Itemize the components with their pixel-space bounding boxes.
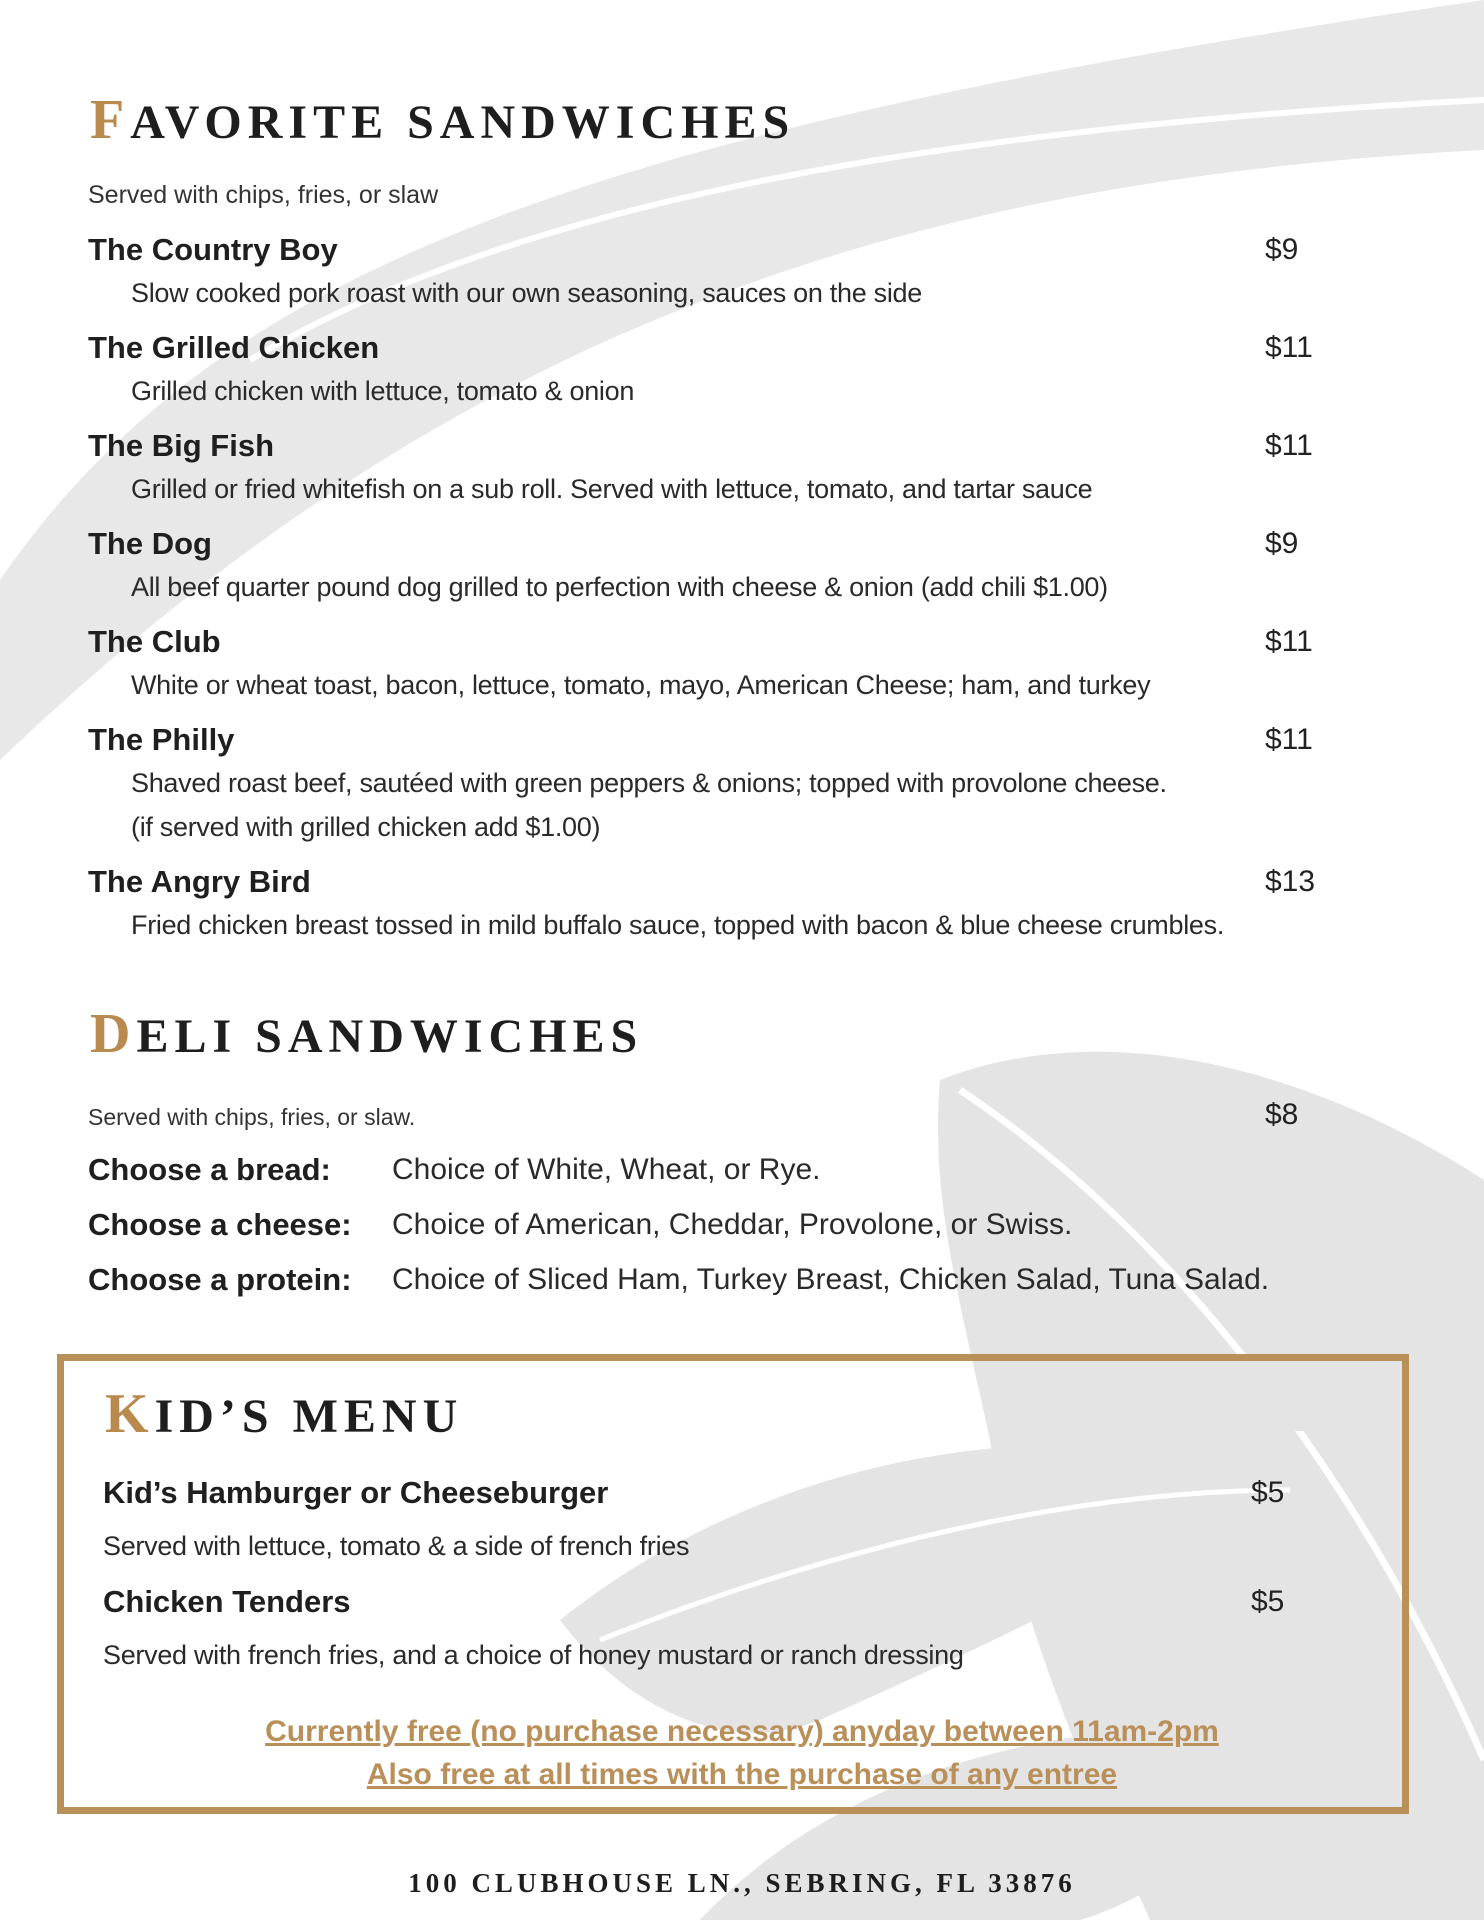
choice-value: Choice of Sliced Ham, Turkey Breast, Chicken Salad, Tuna Salad.	[392, 1263, 1270, 1296]
favorite-sandwiches-title	[90, 88, 795, 152]
menu-item-description: White or wheat toast, bacon, lettuce, tomato, mayo, American Cheese; ham, and turkey	[131, 670, 1151, 700]
menu-item-price: $9	[1265, 233, 1299, 266]
kids-promo-line-2: Also free at all times with the purchase of any entree	[366, 1758, 1118, 1791]
title-rest: AVORITE SANDWICHES	[130, 96, 796, 149]
title-initial: D	[90, 1003, 137, 1065]
menu-item-price: $11	[1265, 723, 1313, 756]
menu-item-name: Chicken Tenders	[103, 1584, 351, 1619]
menu-item-description: All beef quarter pound dog grilled to perfection with cheese & onion (add chili $1.00)	[131, 572, 1108, 602]
menu-item-price: $5	[1251, 1585, 1285, 1618]
menu-item-name: The Dog	[88, 526, 212, 561]
choice-label: Choose a protein:	[88, 1262, 352, 1297]
choice-label: Choose a cheese:	[88, 1207, 352, 1242]
menu-item-price: $13	[1265, 865, 1316, 898]
menu-item-name: The Philly	[88, 722, 235, 757]
menu-item-price: $11	[1265, 429, 1313, 462]
menu-item-price: $11	[1265, 625, 1313, 658]
choice-value: Choice of White, Wheat, or Rye.	[392, 1153, 821, 1186]
menu-item-name: The Club	[88, 624, 221, 659]
menu-item-price: $9	[1265, 527, 1299, 560]
menu-item-name: The Grilled Chicken	[88, 330, 380, 365]
menu-item-name: The Angry Bird	[88, 864, 311, 899]
menu-item-name: Kid’s Hamburger or Cheeseburger	[103, 1475, 609, 1510]
menu-item-price: $5	[1251, 1476, 1285, 1509]
choice-value: Choice of American, Cheddar, Provolone, or Swiss.	[392, 1208, 1073, 1241]
deli-price: $8	[1265, 1098, 1299, 1131]
deli-sides-note: Served with chips, fries, or slaw.	[88, 1104, 416, 1130]
menu-item-name: The Big Fish	[88, 428, 274, 463]
title-rest: ELI SANDWICHES	[136, 1010, 644, 1063]
title-initial: F	[90, 89, 131, 151]
kids-menu-title	[105, 1382, 463, 1446]
menu-item-name: The Country Boy	[88, 232, 338, 267]
deli-sandwiches-title	[90, 1002, 643, 1066]
menu-item-price: $11	[1265, 331, 1313, 364]
menu-item-description: Served with lettuce, tomato & a side of french fries	[103, 1531, 690, 1561]
kids-promo-line-1: Currently free (no purchase necessary) anyday between 11am-2pm	[265, 1715, 1219, 1748]
title-initial: K	[105, 1383, 155, 1445]
favorite-sides-note: Served with chips, fries, or slaw	[88, 181, 439, 209]
title-rest: ID’S MENU	[154, 1390, 464, 1443]
choice-label: Choose a bread:	[88, 1152, 331, 1187]
menu-item-description: Slow cooked pork roast with our own seasoning, sauces on the side	[131, 278, 922, 308]
menu-item-description: Grilled or fried whitefish on a sub roll. Served with lettuce, tomato, and tartar sauce	[131, 474, 1093, 504]
footer-address: 100 CLUBHOUSE LN., SEBRING, FL 33876	[408, 1868, 1076, 1898]
menu-item-description: Shaved roast beef, sautéed with green peppers & onions; topped with provolone cheese.	[131, 768, 1167, 798]
menu-item-description: Served with french fries, and a choice of honey mustard or ranch dressing	[103, 1640, 964, 1670]
menu-item-description: Grilled chicken with lettuce, tomato & onion	[131, 376, 635, 406]
menu-item-description-extra: (if served with grilled chicken add $1.00)	[131, 812, 601, 842]
menu-item-description: Fried chicken breast tossed in mild buffalo sauce, topped with bacon & blue cheese crumbles.	[131, 910, 1225, 940]
